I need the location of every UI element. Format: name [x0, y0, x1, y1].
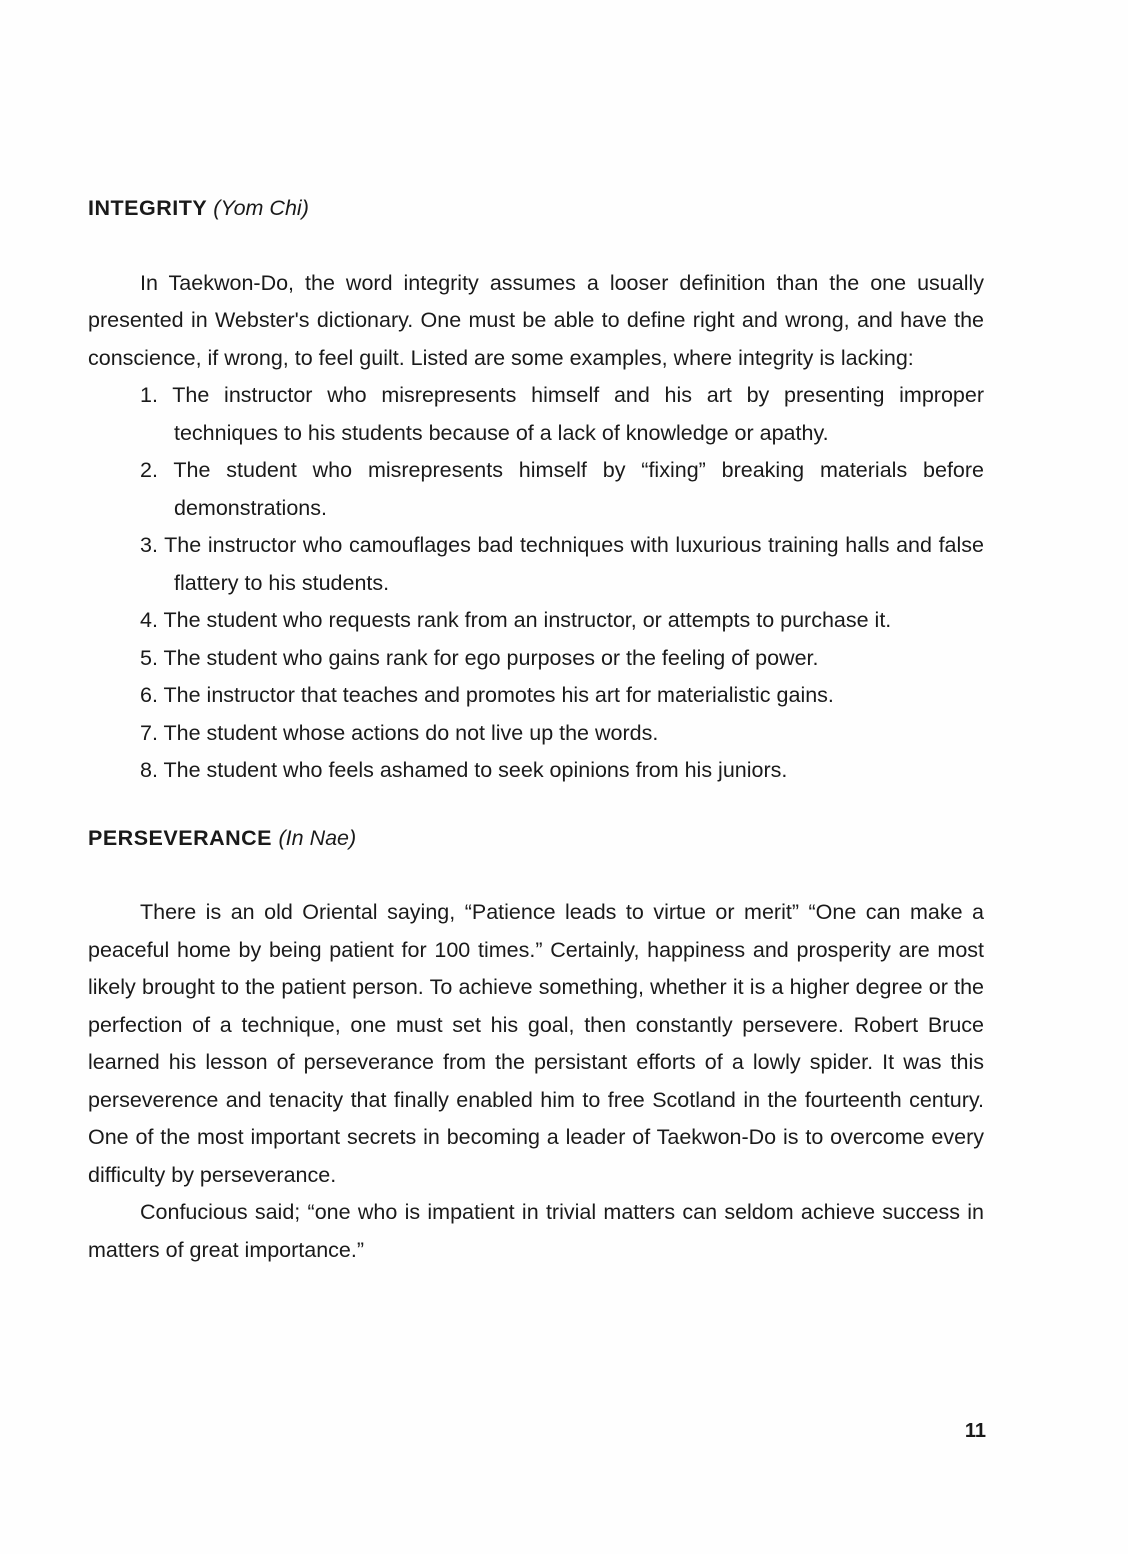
list-item: 4. The student who requests rank from an instructor, or attempts to purchase it. — [140, 608, 892, 632]
perseverance-heading-title: PERSEVERANCE — [88, 825, 273, 850]
list-item: 2. The student who misrepresents himself by “fixing” breaking materials before demonstrations. — [140, 458, 984, 520]
integrity-examples-list — [88, 377, 984, 790]
spacer — [88, 790, 984, 820]
integrity-heading-subtitle: (Yom Chi) — [213, 196, 309, 220]
integrity-heading-title: INTEGRITY — [88, 196, 207, 220]
spacer — [88, 228, 984, 265]
perseverance-paragraph-1: There is an old Oriental saying, “Patience leads to virtue or merit” “One can make a peaceful home by being patient for 100 times.” Certainly, happiness and prosperity are most likely brought to the patient person. To achieve something, whether it is a higher degree or the perfection of a technique, one must set his goal, then constantly persevere. Robert Bruce learned his lesson of perseverance from the persistant efforts of a lowly spider. It was this perseverence and tenacity that finally enabled him to free Scotland in the fourteenth century. One of the most important secrets in becoming a leader of Taekwon-Do is to overcome every difficulty by perseverance. — [88, 900, 984, 1187]
list-item: 7. The student whose actions do not live up the words. — [140, 720, 659, 745]
list-item: 8. The student who feels ashamed to seek opinions from his juniors. — [140, 758, 788, 782]
list-item: 6. The instructor that teaches and promotes his art for materialistic gains. — [140, 683, 834, 707]
spacer — [88, 857, 984, 894]
perseverance-heading-subtitle: (In Nae) — [278, 825, 357, 850]
page-number: 11 — [964, 1420, 986, 1442]
integrity-heading — [88, 190, 984, 228]
perseverance-heading — [88, 820, 984, 858]
list-item: 1. The instructor who misrepresents himself and his art by presenting improper techniques to his students because of a lack of knowledge or apathy. — [140, 383, 984, 445]
perseverance-paragraph-2: Confucious said; “one who is impatient in trivial matters can seldom achieve success in matters of great importance.” — [88, 1200, 984, 1262]
list-item: 5. The student who gains rank for ego purposes or the feeling of power. — [140, 645, 819, 670]
page-content — [88, 190, 984, 1269]
integrity-intro-paragraph: In Taekwon-Do, the word integrity assumes a looser definition than the one usually presented in Webster's dictionary. One must be able to define right and wrong, and have the conscience, if wrong, to feel guilt. Listed are some examples, where integrity is lacking: — [88, 270, 984, 370]
list-item: 3. The instructor who camouflages bad techniques with luxurious training halls and false flattery to his students. — [140, 533, 984, 595]
